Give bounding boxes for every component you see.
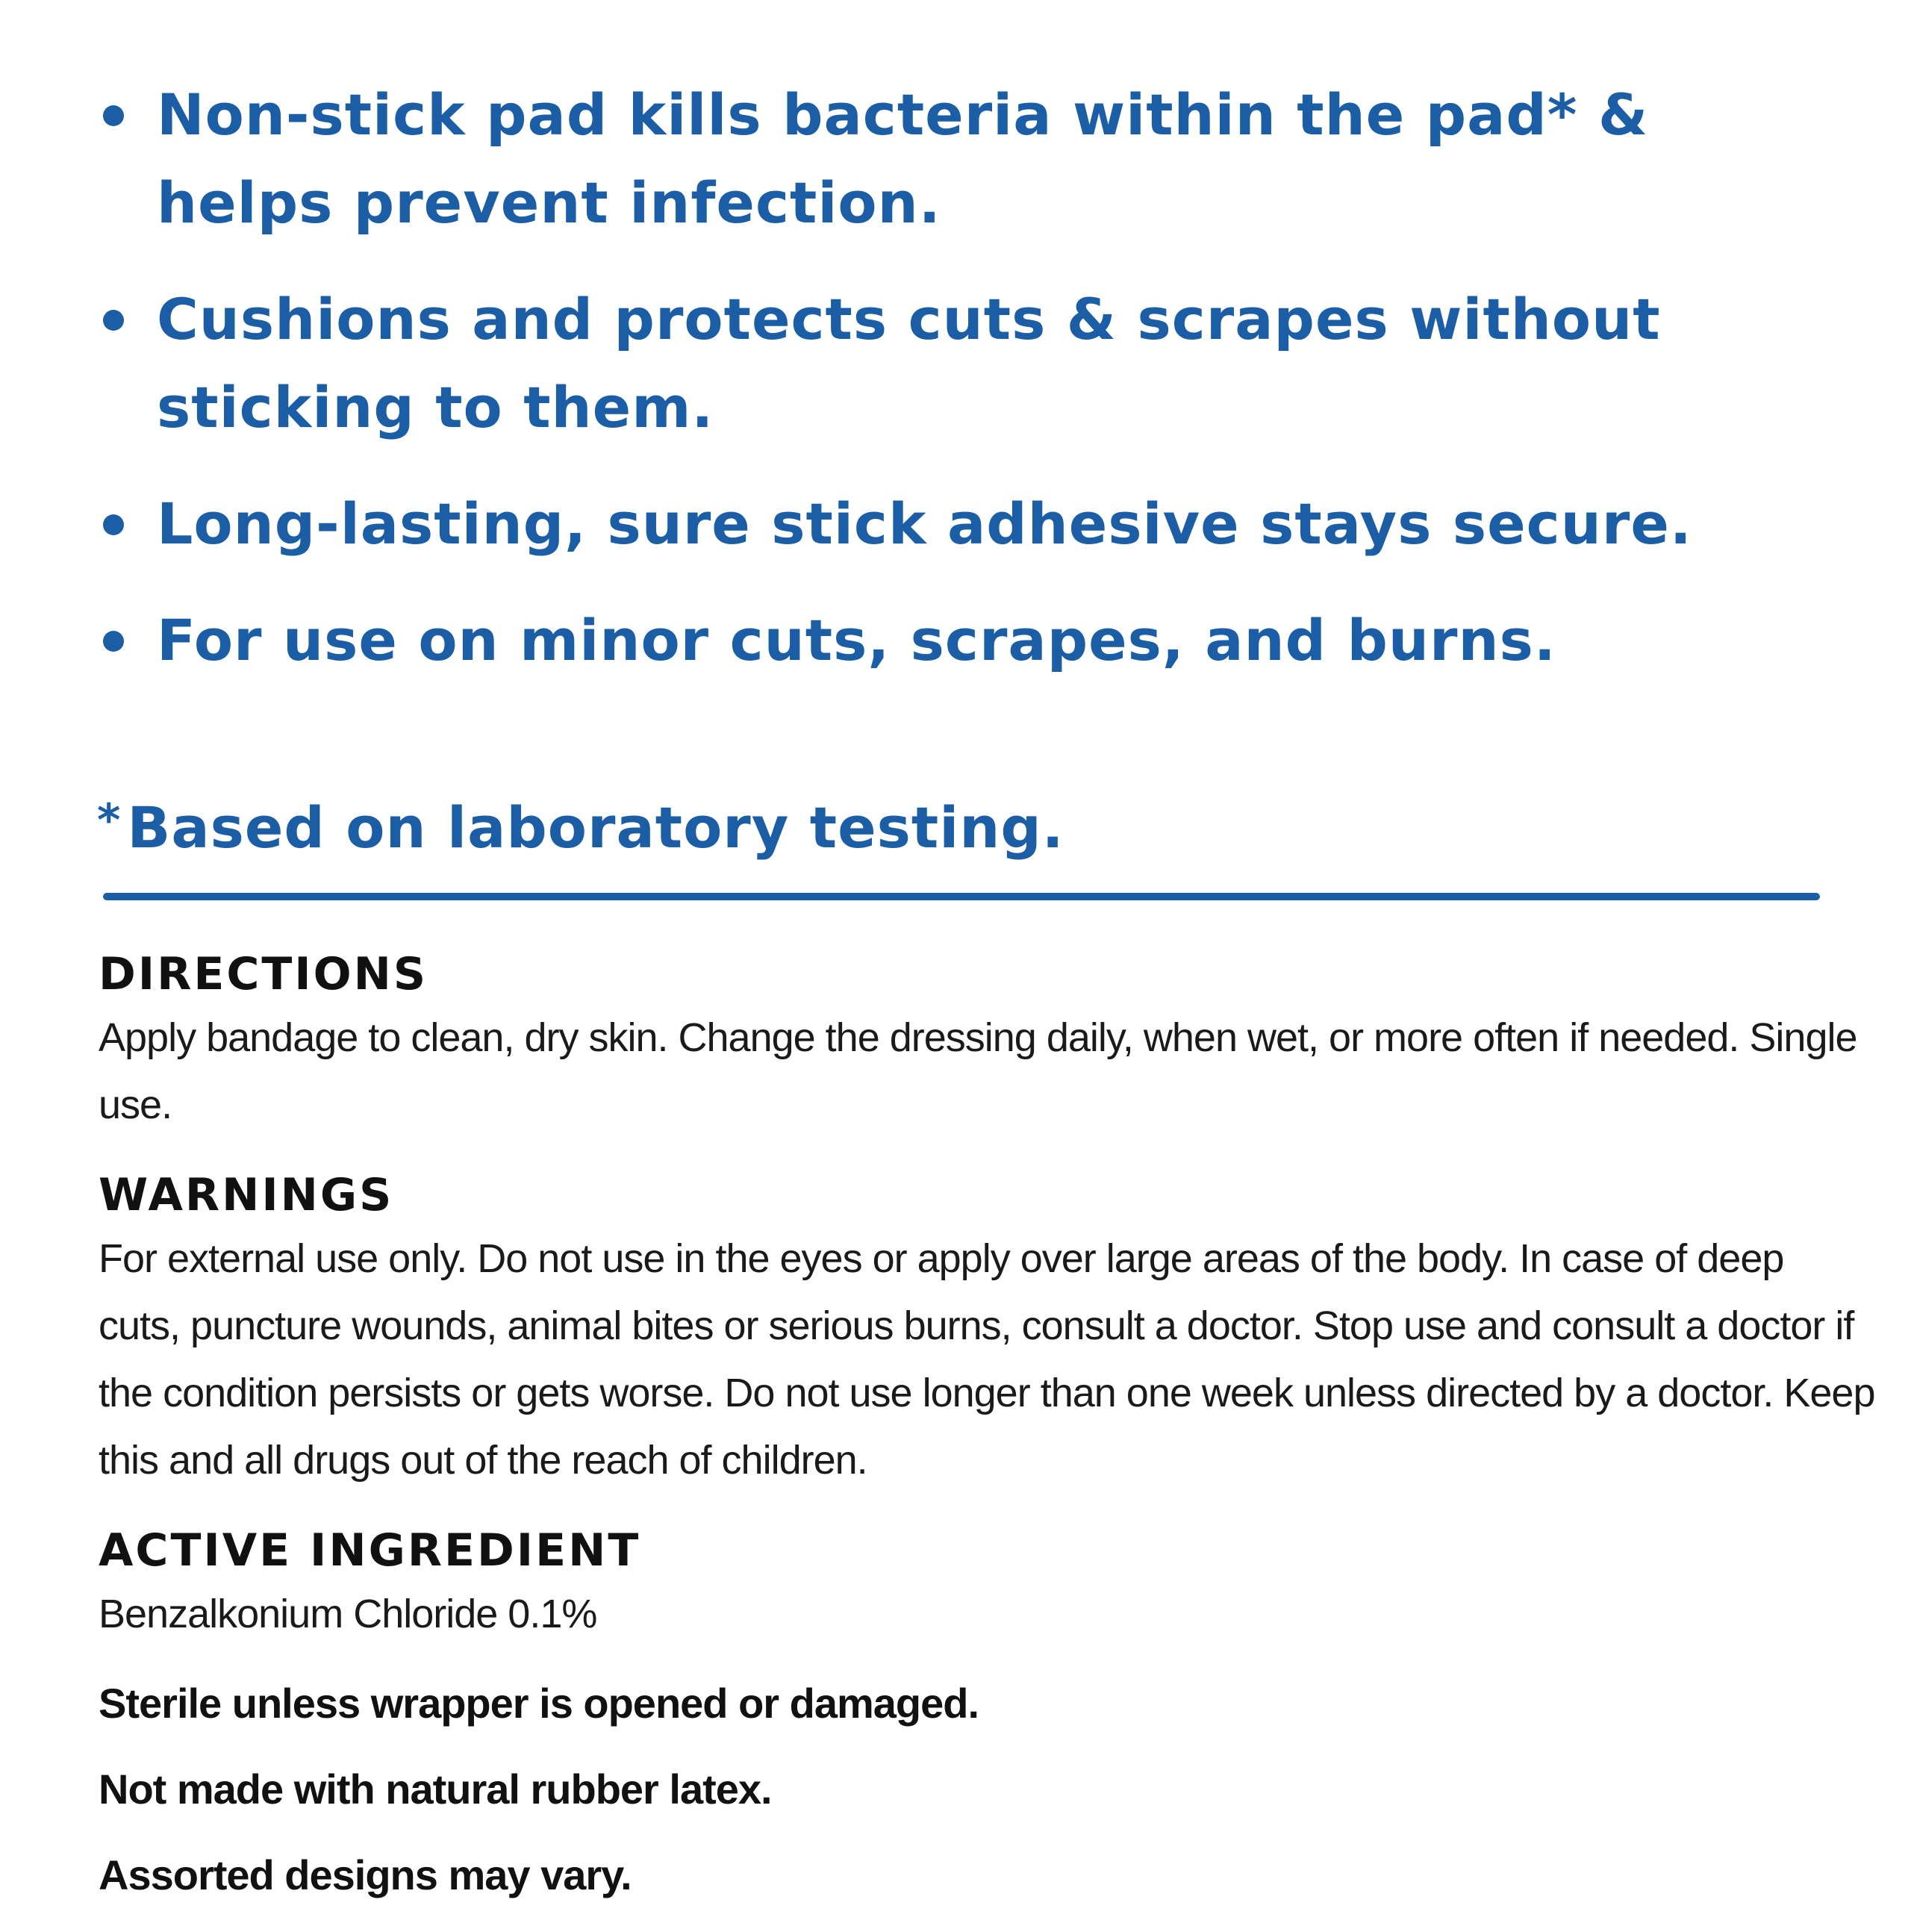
active-ingredient-heading: ACTIVE INGREDIENT — [99, 1524, 641, 1577]
section-divider — [103, 893, 1820, 900]
drug-facts — [99, 944, 1875, 1932]
bullet-icon — [103, 310, 124, 331]
latex-note: Not made with natural rubber latex. — [99, 1766, 772, 1813]
feature-item — [97, 71, 1814, 247]
feature-text: For use on minor cuts, scrapes, and burns. — [157, 607, 1556, 673]
bullet-icon — [103, 631, 124, 652]
sterile-note: Sterile unless wrapper is opened or damaged. — [99, 1680, 979, 1727]
directions-text: Apply bandage to clean, dry skin. Change the dressing daily, when wet, or more often if needed. Single use. — [99, 1015, 1857, 1127]
bullet-icon — [103, 105, 124, 126]
warnings-section — [99, 1165, 1875, 1494]
bullet-icon — [103, 514, 124, 535]
feature-list — [97, 71, 1814, 713]
directions-section — [99, 944, 1875, 1138]
feature-item — [97, 480, 1814, 568]
feature-item — [97, 275, 1814, 452]
warnings-heading: WARNINGS — [99, 1169, 394, 1221]
footnote — [97, 784, 1064, 872]
designs-note: Assorted designs may vary. — [99, 1851, 632, 1898]
feature-item — [97, 596, 1814, 685]
feature-text: Long-lasting, sure stick adhesive stays secure. — [157, 490, 1692, 557]
feature-text: Non-stick pad kills bacteria within the pad* & helps prevent infection. — [157, 81, 1649, 236]
active-ingredient-text: Benzalkonium Chloride 0.1% — [99, 1592, 597, 1636]
footnote-text: Based on laboratory testing. — [127, 794, 1064, 861]
asterisk-icon: * — [97, 794, 122, 847]
directions-heading: DIRECTIONS — [99, 948, 428, 1000]
warnings-text: For external use only. Do not use in the eyes or apply over large areas of the body. In case of deep cuts, puncture wounds, animal bites or serious burns, consult a doctor. Stop use and consult a doctor if the condition persists or gets worse. Do not use longer than one week unless directed by a doctor. Keep this and all drugs out of the reach of children. — [99, 1236, 1875, 1483]
active-ingredient-section — [99, 1521, 1875, 1648]
feature-text: Cushions and protects cuts & scrapes without sticking to them. — [157, 286, 1661, 440]
